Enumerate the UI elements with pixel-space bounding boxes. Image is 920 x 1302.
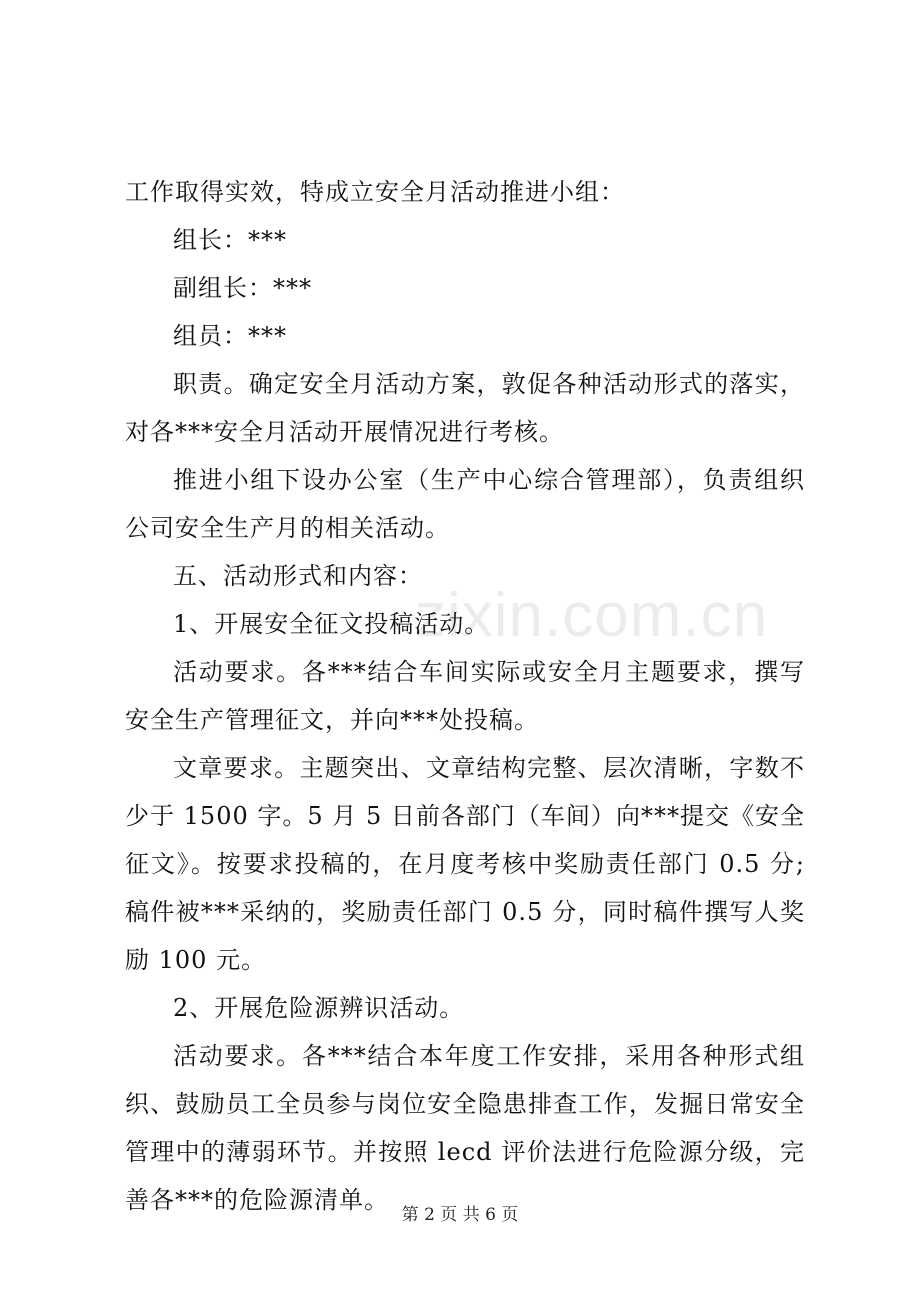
paragraph: 文章要求。主题突出、文章结构完整、层次清晰，字数不少于 1500 字。5 月 5 日前各部门（车间）向***提交《安全征文》。按要求投稿的，在月度考核中奖励责任部门 0.5 分;稿件被***采纳的，奖励责任部门 0.5 分，同时稿件撰写人奖励 100 元。 xyxy=(125,754,805,974)
list-item-heading: 1、开展安全征文投稿活动。 xyxy=(173,610,490,638)
document-body xyxy=(125,168,805,1224)
list-item-heading: 2、开展危险源辨识活动。 xyxy=(173,994,465,1022)
paragraph: 副组长：*** xyxy=(173,274,312,302)
paragraph: 活动要求。各***结合车间实际或安全月主题要求，撰写安全生产管理征文，并向***处投稿。 xyxy=(125,658,805,734)
paragraph: 组长：*** xyxy=(173,226,287,254)
paragraph: 工作取得实效，特成立安全月活动推进小组： xyxy=(125,178,625,206)
paragraph: 职责。确定安全月活动方案，敦促各种活动形式的落实，对各***安全月活动开展情况进行考核。 xyxy=(125,370,805,446)
paragraph: 推进小组下设办公室（生产中心综合管理部），负责组织公司安全生产月的相关活动。 xyxy=(125,466,805,542)
paragraph: 活动要求。各***结合本年度工作安排，采用各种形式组织、鼓励员工全员参与岗位安全隐患排查工作，发掘日常安全管理中的薄弱环节。并按照 lecd 评价法进行危险源分级，完善各***的危险源清单。 xyxy=(125,1042,805,1214)
section-heading: 五、活动形式和内容： xyxy=(173,562,423,590)
page-footer: 第 2 页 共 6 页 xyxy=(401,1205,519,1225)
watermark: zixin.com.cn xyxy=(415,581,769,650)
paragraph: 组员：*** xyxy=(173,322,287,350)
